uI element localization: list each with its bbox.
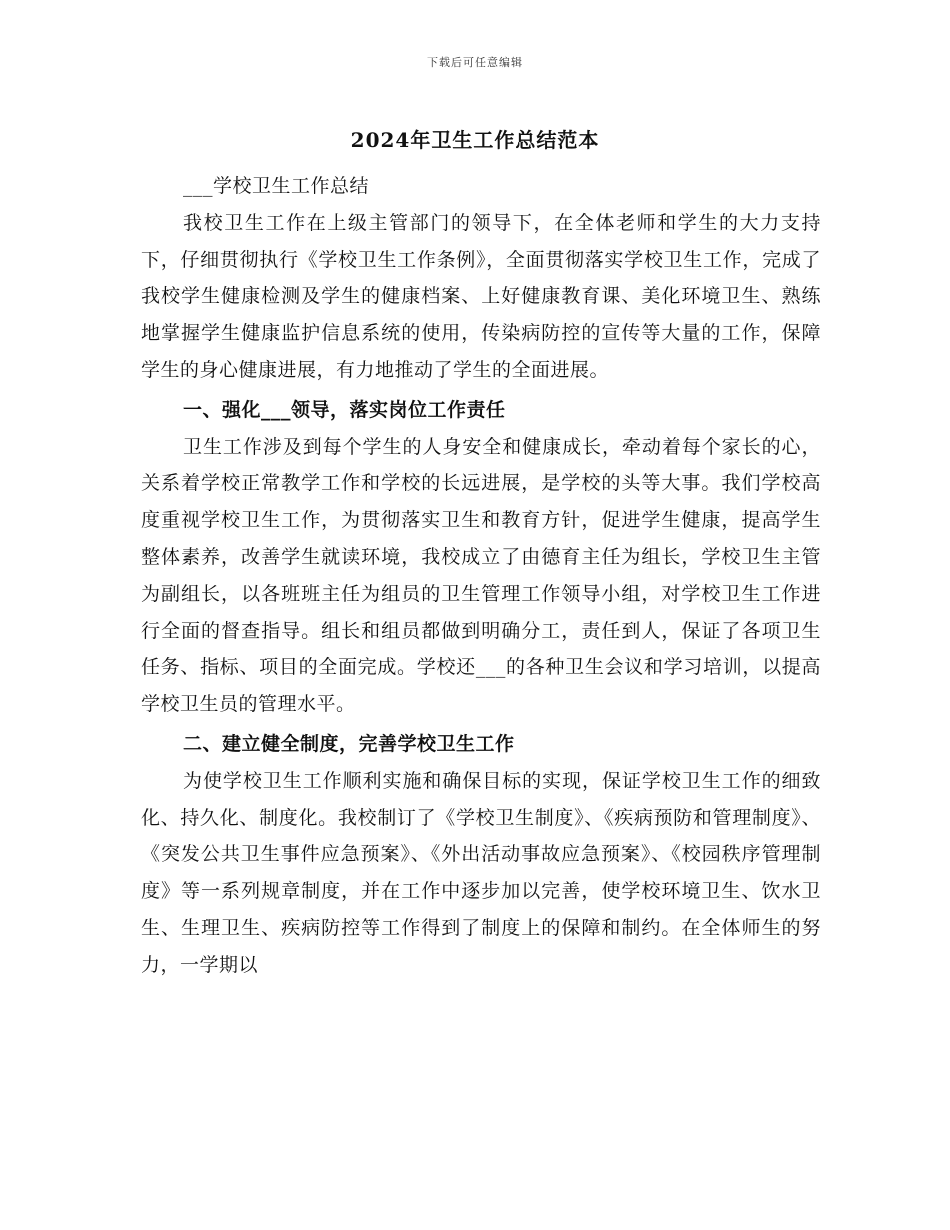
document-body xyxy=(141,168,821,984)
document-subtitle: ___学校卫生工作总结 xyxy=(183,175,370,197)
section-1-paragraph: 卫生工作涉及到每个学生的人身安全和健康成长，牵动着每个家长的心，关系着学校正常教学工作和学校的长远进展，是学校的头等大事。我们学校高度重视学校卫生工作，为贯彻落实卫生和教育方针，促进学生健康，提高学生整体素养，改善学生就读环境，我校成立了由德育主任为组长，学校卫生主管为副组长，以各班班主任为组员的卫生管理工作领导小组，对学校卫生工作进行全面的督查指导。组长和组员都做到明确分工，责任到人，保证了各项卫生任务、指标、项目的全面完成。学校还___的各种卫生会议和学习培训，以提高学校卫生员的管理水平。 xyxy=(141,435,821,716)
document-title: 2024年卫生工作总结范本 xyxy=(350,128,600,152)
section-2-paragraph: 为使学校卫生工作顺利实施和确保目标的实现，保证学校卫生工作的细致化、持久化、制度化。我校制订了《学校卫生制度》、《疾病预防和管理制度》、《突发公共卫生事件应急预案》、《外出活动事故应急预案》、《校园秩序管理制度》等一系列规章制度，并在工作中逐步加以完善，使学校环境卫生、饮水卫生、生理卫生、疾病防控等工作得到了制度上的保障和制约。在全体师生的努力，一学期以 xyxy=(141,769,821,976)
section-1-heading: 一、强化___领导，落实岗位工作责任 xyxy=(183,398,506,421)
section-2-heading: 二、建立健全制度，完善学校卫生工作 xyxy=(183,732,515,755)
header-note: 下载后可任意编辑 xyxy=(427,56,523,69)
intro-paragraph: 我校卫生工作在上级主管部门的领导下，在全体老师和学生的大力支持下，仔细贯彻执行《学校卫生工作条例》，全面贯彻落实学校卫生工作，完成了我校学生健康检测及学生的健康档案、上好健康教育课、美化环境卫生、熟练地掌握学生健康监护信息系统的使用，传染病防控的宣传等大量的工作，保障学生的身心健康进展，有力地推动了学生的全面进展。 xyxy=(141,211,821,381)
